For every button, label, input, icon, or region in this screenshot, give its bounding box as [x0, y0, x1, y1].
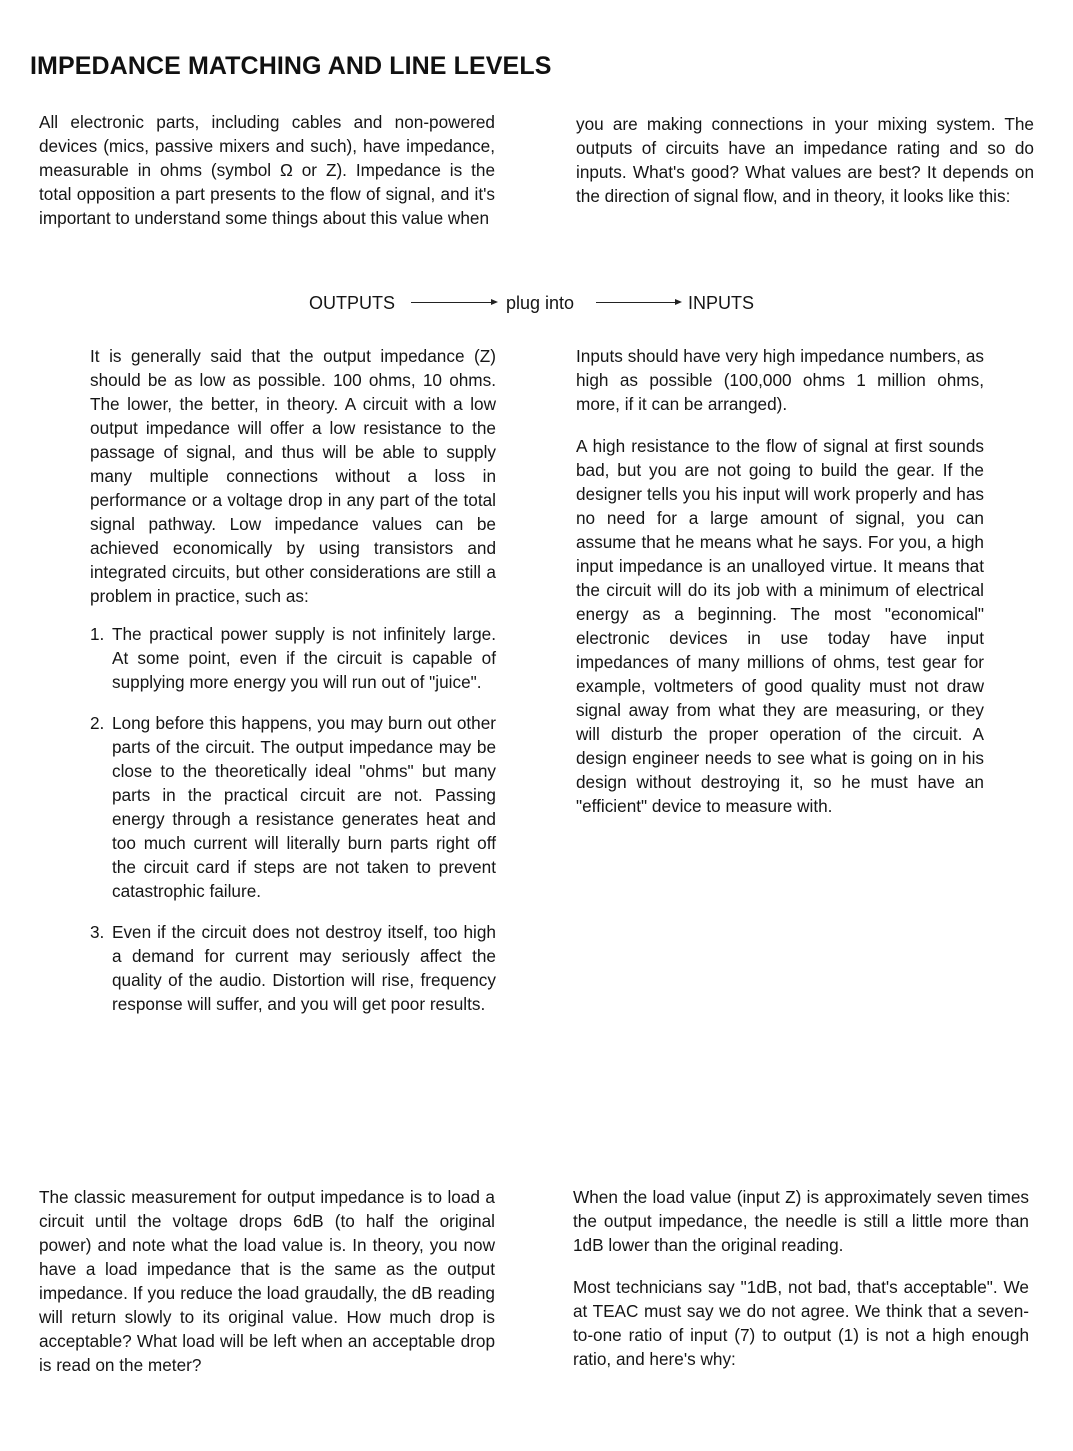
- list-item-number: 2.: [90, 713, 105, 733]
- considerations-list: [90, 622, 496, 1016]
- intro-left-column: [39, 110, 495, 230]
- load-value-paragraph: When the load value (input Z) is approximately seven times the output impedance, the needle is still a little more than 1dB lower than the original reading.: [573, 1187, 1029, 1255]
- teac-opinion-paragraph: Most technicians say "1dB, not bad, that's acceptable". We at TEAC must say we do not agree. We think that a seven-to-one ratio of input (7) to output (1) is not a high enough ratio, and here's why:: [573, 1277, 1029, 1369]
- flow-plug-into-label: plug into: [506, 293, 575, 313]
- list-item-text: The practical power supply is not infinitely large. At some point, even if the circuit is capable of supplying more energy you will run out of "juice".: [112, 624, 496, 692]
- list-item-text: Long before this happens, you may burn out other parts of the circuit. The output impedance may be close to the theoretically ideal "ohms" but many parts in the practical circuit are not. Passing energy through a resistance generates heat and too much current will literally burn parts right off the circuit card if steps are not taken to prevent catastrophic failure.: [112, 713, 496, 901]
- flow-arrow-1: [411, 302, 494, 303]
- intro-left-paragraph: All electronic parts, including cables and non-powered devices (mics, passive mixers and such), have impedance, measurable in ohms (symbol Ω or Z). Impedance is the total opposition a part presents to the flow of signal, and it's important to understand some things about this value when: [39, 112, 495, 228]
- list-item-text: Even if the circuit does not destroy itself, too high a demand for current may seriously affect the quality of the audio. Distortion will rise, frequency response will suffer, and you will get poor results.: [112, 922, 496, 1014]
- flow-inputs-label: INPUTS: [688, 293, 755, 313]
- list-item-number: 3.: [90, 922, 105, 942]
- list-item: [90, 622, 496, 694]
- middle-right-column: [576, 344, 984, 818]
- input-impedance-paragraph: Inputs should have very high impedance numbers, as high as possible (100,000 ohms 1 million ohms, more, if it can be arranged).: [576, 346, 984, 414]
- list-item: [90, 920, 496, 1016]
- intro-right-paragraph: you are making connections in your mixing system. The outputs of circuits have an impedance rating and so do inputs. What's good? What values are best? It depends on the direction of signal flow, and in theory, it looks like this:: [576, 114, 1034, 206]
- measurement-paragraph: The classic measurement for output impedance is to load a circuit until the voltage drops 6dB (to half the original power) and note what the load value is. In theory, you now have a load impedance that is the same as the output impedance. If you reduce the load graudally, the dB reading will return slowly to its original value. How much drop is acceptable? What load will be left when an acceptable drop is read on the meter?: [39, 1187, 495, 1375]
- list-item: [90, 711, 496, 903]
- intro-right-column: [576, 112, 1034, 208]
- page-title: IMPEDANCE MATCHING AND LINE LEVELS: [30, 52, 552, 80]
- bottom-right-column: [573, 1185, 1029, 1371]
- high-resistance-paragraph: A high resistance to the flow of signal at first sounds bad, but you are not going to build the gear. If the designer tells you his input will work properly and has no need for a large amount of signal, you can assume that he means what he says. For you, a high input impedance is an unalloyed virtue. It means that the circuit will do its job with a minimum of electrical energy as a beginning. The most "economical" electronic devices in use today have input impedances of many millions of ohms, test gear for example, voltmeters of good quality must not draw signal away from what they are measuring, or they will disturb the proper operation of the circuit. A design engineer needs to see what is going on in his design without destroying it, so he must have an "efficient" device to measure with.: [576, 436, 984, 816]
- flow-outputs-label: OUTPUTS: [309, 293, 396, 313]
- bottom-left-column: [39, 1185, 495, 1377]
- list-item-number: 1.: [90, 624, 105, 644]
- output-impedance-paragraph: It is generally said that the output impedance (Z) should be as low as possible. 100 ohms, 10 ohms. The lower, the better, in theory. A circuit with a low output impedance will offer a low resistance to the passage of signal, and thus will be able to supply many multiple connections without a loss in performance or a voltage drop in any part of the total signal pathway. Low impedance values can be achieved economically by using transistors and integrated circuits, but other considerations are still a problem in practice, such as:: [90, 346, 496, 606]
- flow-arrow-2: [596, 302, 678, 303]
- middle-left-column: [90, 344, 496, 1033]
